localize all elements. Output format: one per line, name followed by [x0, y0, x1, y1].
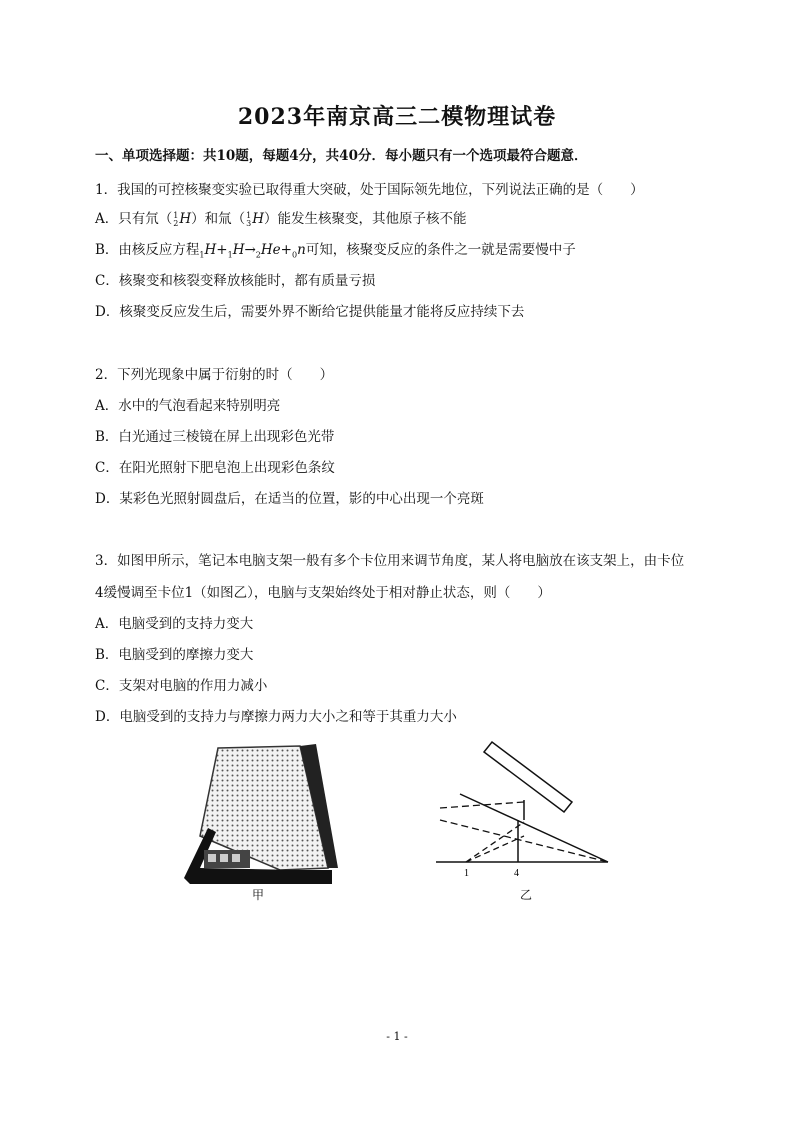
- q1-option-c: C．核聚变和核裂变释放核能时，都有质量亏损: [95, 273, 376, 289]
- figure-label-yi: 乙: [520, 888, 533, 902]
- tritium-symbol: 1 3: [246, 210, 252, 228]
- deuterium-symbol: 1 2: [173, 210, 179, 228]
- q1-option-a: A．只有氘（ 1 2 H）和氚（ 1 3 H）能发生核聚变，其他原子核不能: [95, 210, 467, 228]
- q3-stem-line2: 4缓慢调至卡位1（如图乙），电脑与支架始终处于相对静止状态，则（ ）: [95, 585, 551, 601]
- page-title: 2023年南京高三二模物理试卷: [237, 104, 557, 130]
- q1-stem: 1．我国的可控核聚变实验已取得重大突破，处于国际领先地位，下列说法正确的是（ ）: [95, 182, 644, 198]
- page-number: - 1 -: [386, 1030, 408, 1043]
- figure-laptop-stand: [180, 738, 340, 888]
- diagram-label-4: 4: [514, 868, 519, 878]
- q2-option-d: D．某彩色光照射圆盘后，在适当的位置，影的中心出现一个亮斑: [95, 491, 484, 507]
- q1-option-b: [95, 238, 576, 260]
- q1-b-pre: B．由核反应方程: [95, 242, 200, 258]
- q2-stem: 2．下列光现象中属于衍射的时（ ）: [95, 367, 334, 383]
- section-heading: 一、单项选择题：共10题，每题4分，共40分．每小题只有一个选项最符合题意．: [95, 148, 588, 164]
- q1-b-post: 可知，核聚变反应的条件之一就是需要慢中子: [305, 242, 576, 258]
- q3-option-b: B．电脑受到的摩擦力变大: [95, 647, 254, 663]
- figure-stand-diagram: [432, 738, 612, 878]
- diagram-label-1: 1: [464, 868, 469, 878]
- figure-label-jia: 甲: [252, 888, 265, 902]
- q2-option-b: B．白光通过三棱镜在屏上出现彩色光带: [95, 429, 335, 445]
- q3-option-a: A．电脑受到的支持力变大: [95, 616, 254, 632]
- q2-option-c: C．在阳光照射下肥皂泡上出现彩色条纹: [95, 460, 335, 476]
- q1-a-pre: A．只有氘（: [95, 211, 173, 227]
- q1-a-post: ）能发生核聚变，其他原子核不能: [264, 211, 467, 227]
- q2-option-a: A．水中的气泡看起来特别明亮: [95, 398, 281, 414]
- q1-a-mid: ）和氚（: [191, 211, 246, 227]
- q3-option-c: C．支架对电脑的作用力减小: [95, 678, 268, 694]
- q3-option-d: D．电脑受到的支持力与摩擦力两力大小之和等于其重力大小: [95, 709, 457, 725]
- q1-option-d: D．核聚变反应发生后，需要外界不断给它提供能量才能将反应持续下去: [95, 304, 525, 320]
- q3-stem-line1: 3．如图甲所示，笔记本电脑支架一般有多个卡位用来调节角度，某人将电脑放在该支架上，由卡位: [95, 553, 685, 569]
- nuclear-equation: $_1H+_1H\to_2He+_0n$: [199, 242, 306, 260]
